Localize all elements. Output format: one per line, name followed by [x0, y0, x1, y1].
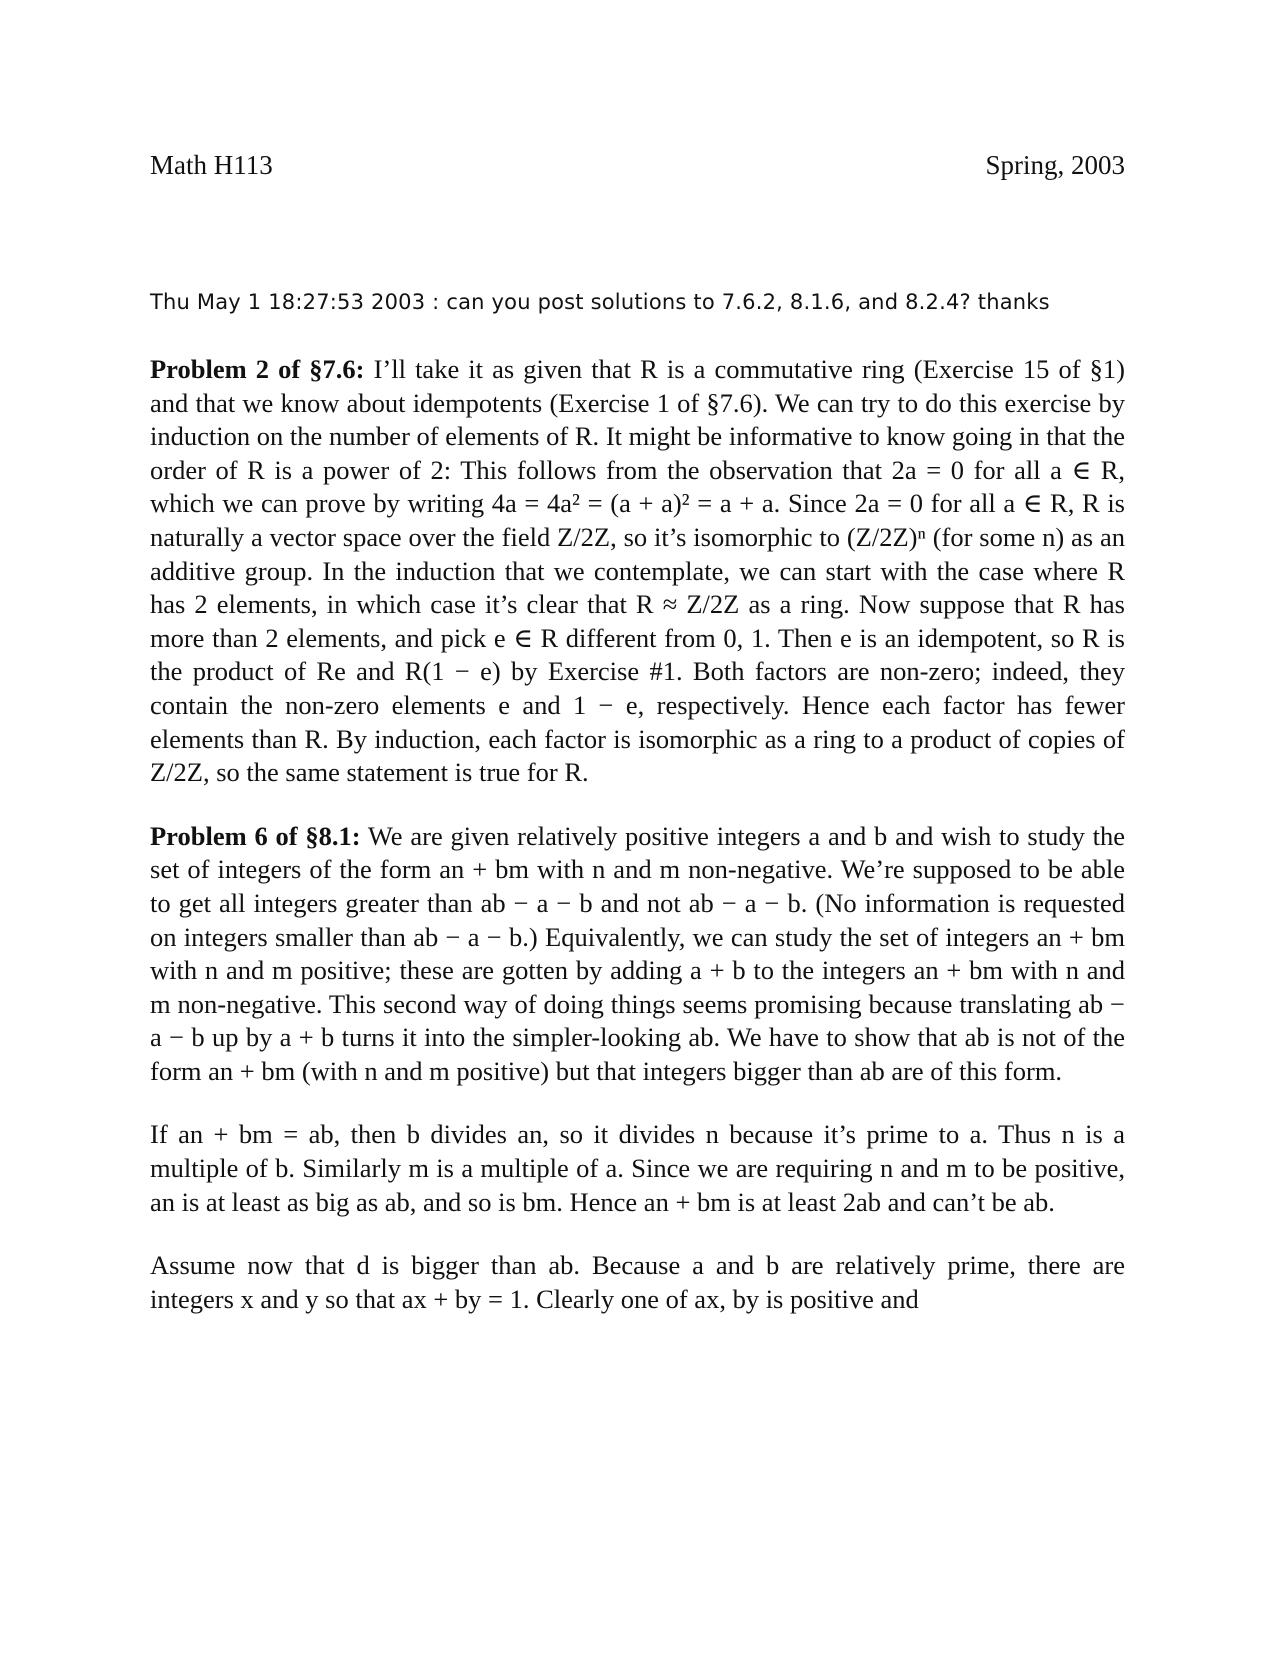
page-header: [150, 150, 1125, 181]
problem-7-6-2: [150, 353, 1125, 790]
problem-text: We are given relatively positive integers a and b and wish to study the set of integers of the form an + bm with n and m non-negative. We’re supposed to be able to get all integers greater than ab − a − b and not ab − a − b. (No information is requested on integers smaller than ab − a − b.) Equivalently, we can study the set of integers an + bm with n and m positive; these are gotten by adding a + b to the integers an + bm with n and m non-negative. This second way of doing things seems promising because translating ab − a − b up by a + b turns it into the simpler-looking ab. We have to show that ab is not of the form an + bm (with n and m positive) but that integers bigger than ab are of this form.: [150, 820, 1125, 1086]
question-text: can you post solutions to 7.6.2, 8.1.6, and 8.2.4? thanks: [446, 290, 1050, 314]
solutions-body: [150, 353, 1125, 1346]
question-timestamp: Thu May 1 18:27:53 2003: [150, 290, 426, 314]
student-question: [150, 290, 1125, 314]
term-label: Spring, 2003: [985, 150, 1125, 180]
course-name: Math H113: [150, 150, 273, 180]
problem-8-1-6: [150, 820, 1125, 1089]
problem-heading: Problem 6 of §8.1:: [150, 820, 361, 851]
problem-text: I’ll take it as given that R is a commutative ring (Exercise 15 of §1) and that we know about idempotents (Exercise 1 of §7.6). We can try to do this exercise by induction on the number of elements of R. It might be informative to know going in that the order of R is a power of 2: This follows from the observation that 2a = 0 for all a ∈ R, which we can prove by writing 4a = 4a² = (a + a)² = a + a. Since 2a = 0 for all a ∈ R, R is naturally a vector space over the field Z/2Z, so it’s isomorphic to (Z/2Z)ⁿ (for some n) as an additive group. In the induction that we contemplate, we can start with the case where R has 2 elements, in which case it’s clear that R ≈ Z/2Z as a ring. Now suppose that R has more than 2 elements, and pick e ∈ R different from 0, 1. Then e is an idempotent, so R is the product of Re and R(1 − e) by Exercise #1. Both factors are non-zero; indeed, they contain the non-zero elements e and 1 − e, respectively. Hence each factor has fewer elements than R. By induction, each factor is isomorphic as a ring to a product of copies of Z/2Z, so the same statement is true for R.: [150, 354, 1125, 788]
question-separator: :: [425, 290, 447, 314]
proof-paragraph-1: If an + bm = ab, then b divides an, so it divides n because it’s prime to a. Thus n is a multiple of b. Similarly m is a multiple of a. Since we are requiring n and m to be positive, an is at least as big as ab, and so is bm. Hence an + bm is at least 2ab and can’t be ab.: [150, 1119, 1125, 1217]
problem-heading: Problem 2 of §7.6:: [150, 354, 365, 384]
proof-paragraph-2: Assume now that d is bigger than ab. Because a and b are relatively prime, there are integers x and y so that ax + by = 1. Clearly one of ax, by is positive and: [150, 1250, 1125, 1314]
